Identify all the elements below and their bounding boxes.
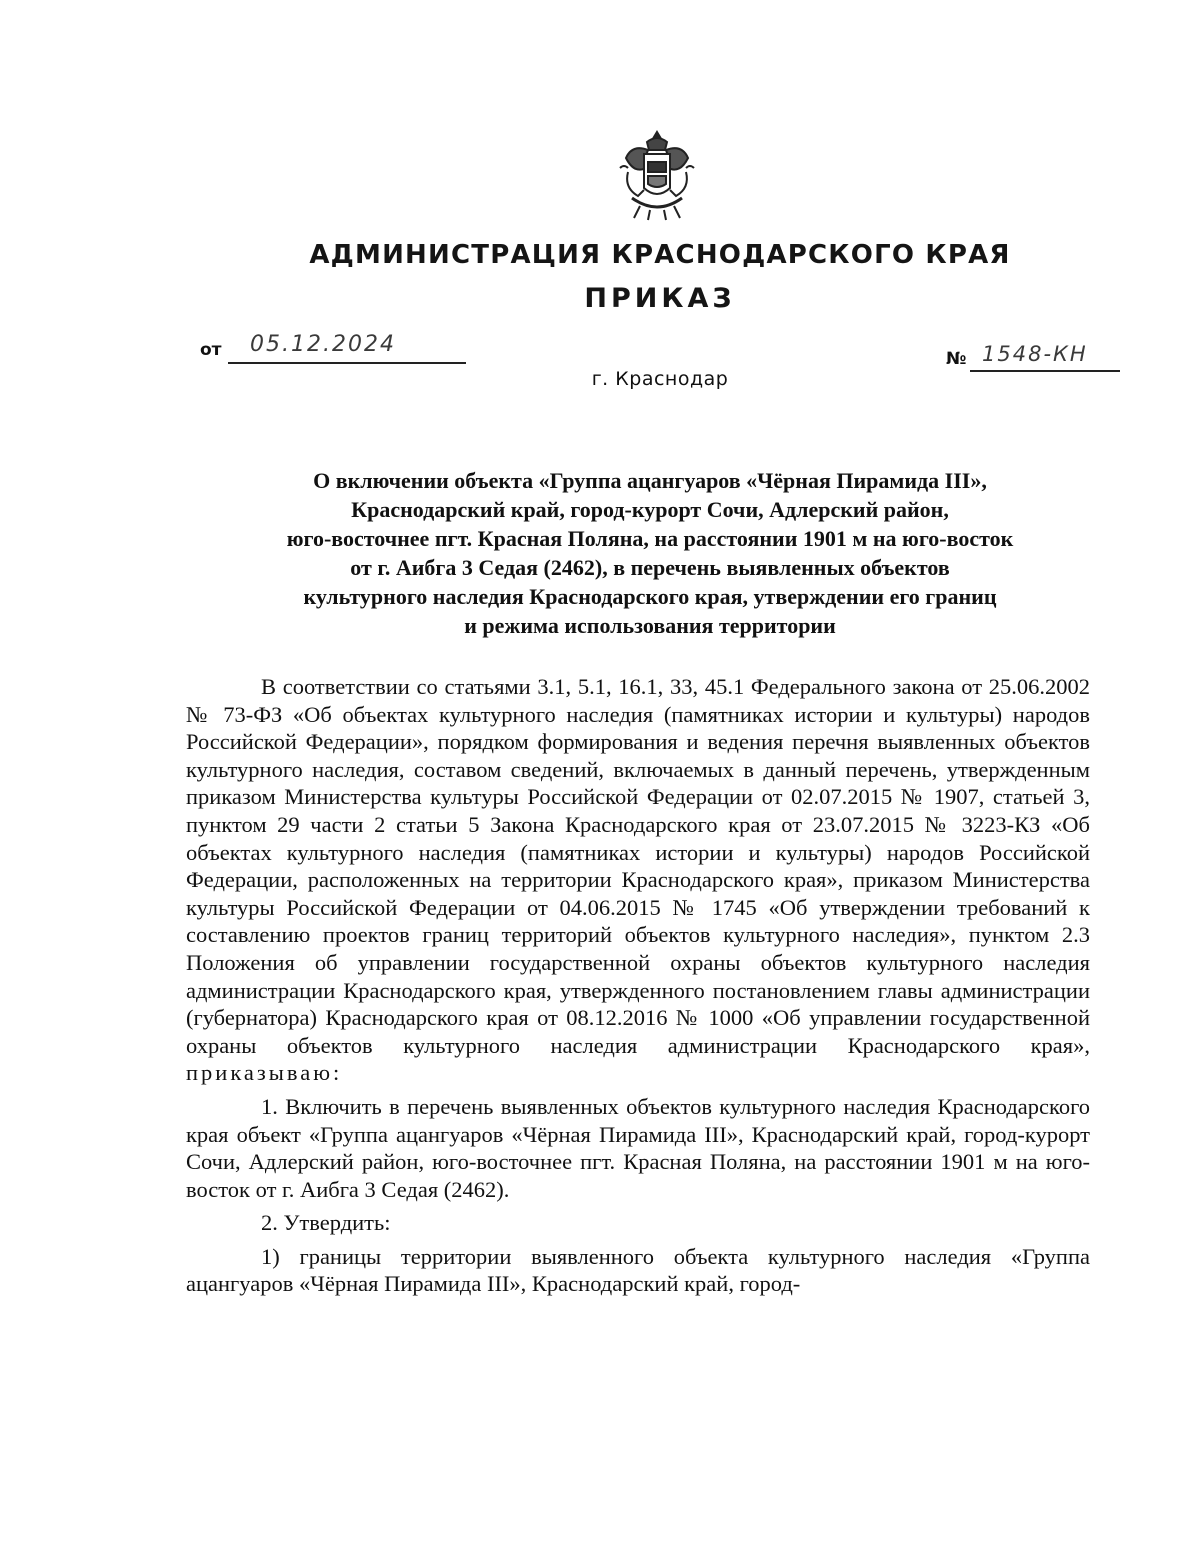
agency-name: АДМИНИСТРАЦИЯ КРАСНОДАРСКОГО КРАЯ [309,240,1011,270]
city-name: г. Краснодар [591,368,729,390]
item-2-paragraph: 2. Утвердить: [261,1210,391,1236]
number-value: 1548-КН [982,342,1088,366]
number-underline [970,370,1120,372]
title-line: и режима использования территории [464,613,836,638]
title-line: юго-восточнее пгт. Красная Поляна, на расстоянии 1901 м на юго-восток [286,526,1014,551]
number-label: № [946,349,967,369]
title-line: Краснодарский край, город-курорт Сочи, Адлерский район, [351,497,949,522]
date-value: 05.12.2024 [250,332,396,357]
preamble-paragraph [186,673,1090,1087]
document-title [190,466,1110,640]
title-line: культурного наследия Краснодарского края, утверждении его границ [303,584,997,609]
document-type: ПРИКАЗ [584,283,736,314]
date-label: от [200,340,222,360]
date-underline [228,362,466,364]
document-body [186,673,1090,1298]
title-line: О включении объекта «Группа ацангуаров «Чёрная Пирамида III», [313,468,987,493]
preamble-text: В соответствии со статьями 3.1, 5.1, 16.1, 33, 45.1 Федерального закона от 25.06.2002 № 73-ФЗ «Об объектах культурного наследия (памятниках истории и культуры) народов Российской Федерации», порядком формирования и ведения перечня выявленных объектов культурного наследия, составом сведений, включаемых в данный перечень, утвержденным приказом Министерства культуры Российской Федерации от 02.07.2015 № 1907, статьей 3, пунктом 29 части 2 статьи 5 Закона Краснодарского края от 23.07.2015 № 3223-КЗ «Об объектах культурного наследия (памятниках истории и культуры) народов Российской Федерации, расположенных на территории Краснодарского края», приказом Министерства культуры Российской Федерации от 04.06.2015 № 1745 «Об утверждении требований к составлению проектов границ территорий объектов культурного наследия», пунктом 2.3 Положения об управлении государственной охраны объектов культурного наследия администрации Краснодарского края, утвержденного постановлением главы администрации (губернатора) Краснодарского края от 08.12.2016 № 1000 «Об управлении государственной охраны объектов культурного наследия администрации Краснодарского края», [186,674,1090,1058]
item-2-1-paragraph: 1) границы территории выявленного объекта культурного наследия «Группа ацангуаров «Чёрная Пирамида III», Краснодарский край, город- [186,1243,1090,1297]
title-line: от г. Аибга 3 Седая (2462), в перечень выявленных объектов [350,555,950,580]
coat-of-arms-icon [614,128,700,224]
item-1-paragraph: 1. Включить в перечень выявленных объектов культурного наследия Краснодарского края объект «Группа ацангуаров «Чёрная Пирамида III», Краснодарский край, город-курорт Сочи, Адлерский район, юго-восточнее пгт. Красная Поляна, на расстоянии 1901 м на юго-восток от г. Аибга 3 Седая (2462). [186,1093,1090,1202]
order-word: приказываю: [186,1060,343,1086]
